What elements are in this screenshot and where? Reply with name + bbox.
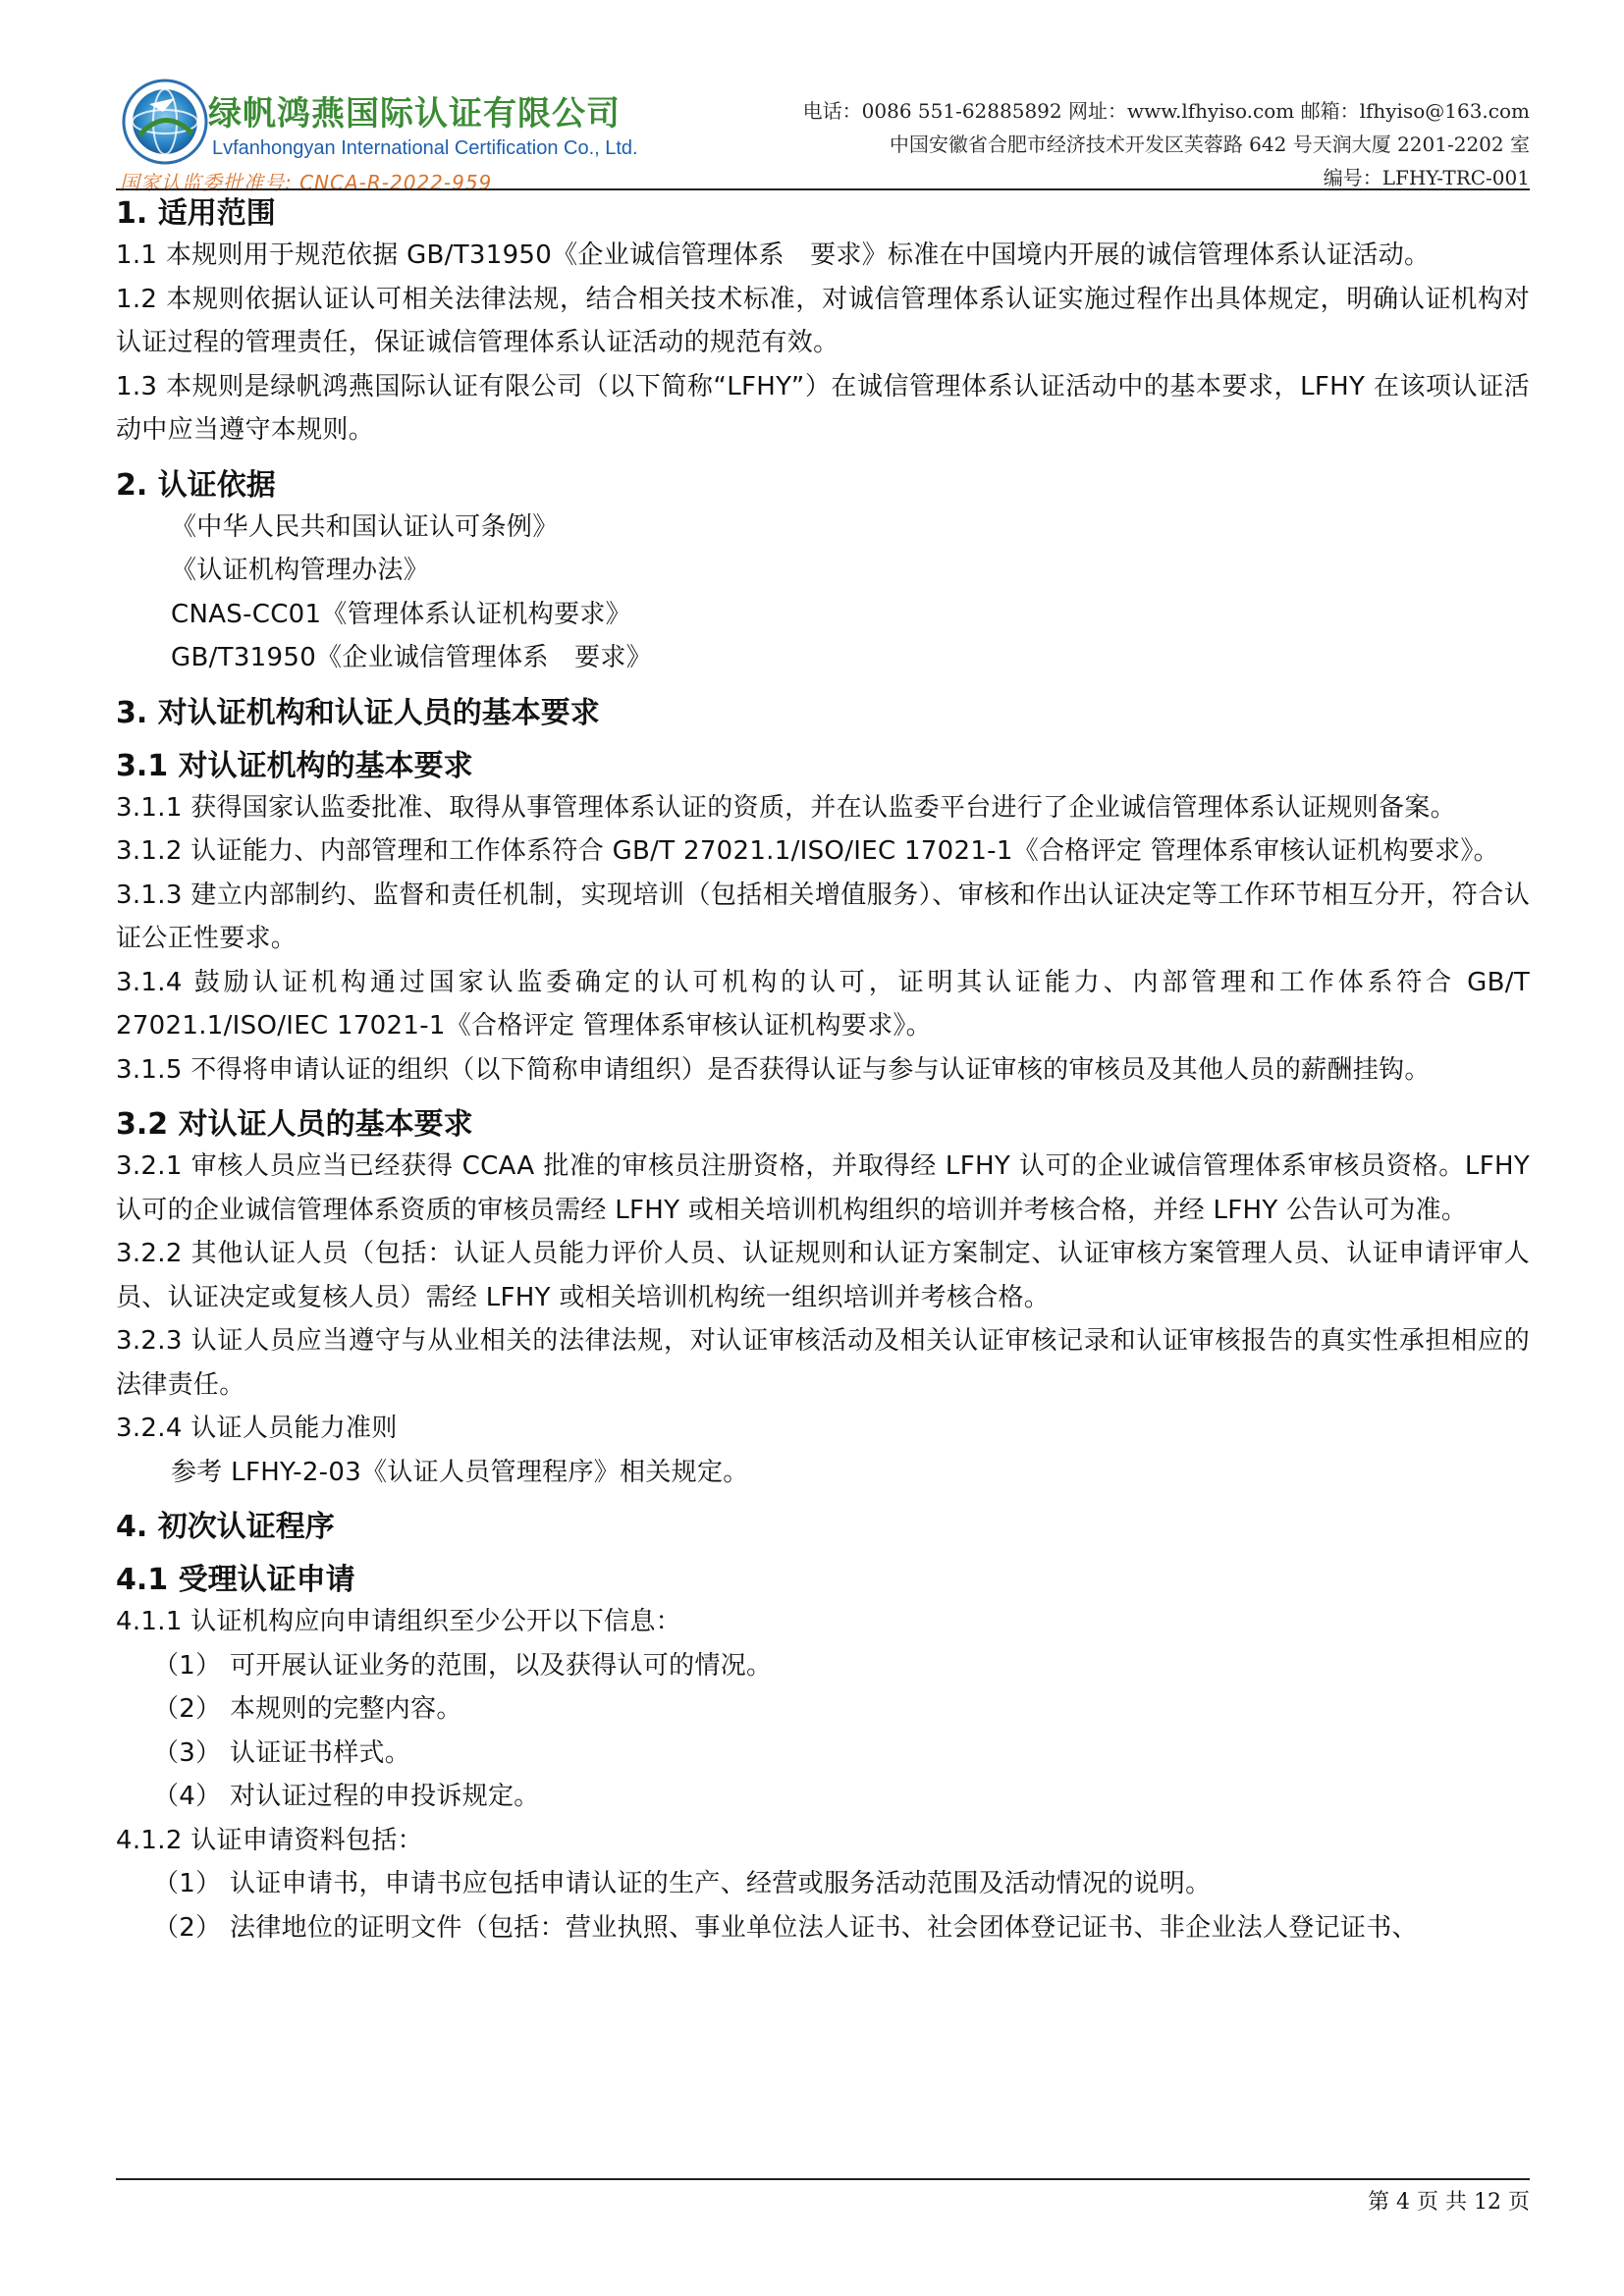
page-number: 第 4 页 共 12 页 — [1368, 2190, 1530, 2215]
basis-item: CNAS-CC01《管理体系认证机构要求》 — [171, 599, 631, 629]
logo-name-cn: 绿帆鸿燕国际认证有限公司 — [208, 94, 621, 133]
list-item: （4） 对认证过程的申投诉规定。 — [153, 1782, 540, 1811]
paragraph-1-3: 1.3 本规则是绿帆鸿燕国际认证有限公司（以下简称“LFHY”）在诚信管理体系认证活动中的基本要求，LFHY 在该项认证活动中应当遵守本规则。 — [116, 371, 1530, 445]
section-3-1-title: 3.1 对认证机构的基本要求 — [116, 748, 473, 783]
section-2-title: 2. 认证依据 — [116, 467, 276, 503]
list-item: （2） 法律地位的证明文件（包括：营业执照、事业单位法人证书、社会团体登记证书、非企业法人登记证书、 — [153, 1912, 1418, 1943]
paragraph-3-1-3: 3.1.3 建立内部制约、监督和责任机制，实现培训（包括相关增值服务）、审核和作出认证决定等工作环节相互分开，符合认证公正性要求。 — [116, 880, 1530, 953]
contact-line: 电话：0086 551-62885892 网址：www.lfhyiso.com 邮箱：lfhyiso@163.com — [802, 99, 1530, 123]
logo-approval-number: 国家认监委批准号: CNCA-R-2022-959 — [120, 171, 493, 194]
address-line: 中国安徽省合肥市经济技术开发区芙蓉路 642 号天润大厦 2201-2202 室 — [889, 133, 1530, 156]
list-item: （1） 可开展认证业务的范围，以及获得认可的情况。 — [153, 1650, 773, 1681]
list-item: （2） 本规则的完整内容。 — [153, 1694, 462, 1724]
paragraph-3-2-3: 3.2.3 认证人员应当遵守与从业相关的法律法规，对认证审核活动及相关认证审核记录和认证审核报告的真实性承担相应的法律责任。 — [116, 1326, 1530, 1400]
paragraph-3-2-4: 3.2.4 认证人员能力准则 — [116, 1414, 398, 1443]
section-4-1-title: 4.1 受理认证申请 — [116, 1563, 355, 1597]
paragraph-4-1-2: 4.1.2 认证申请资料包括： — [116, 1825, 423, 1855]
logo-name-en: Lvfanhongyan International Certification Co., Ltd. — [212, 137, 638, 159]
paragraph-3-2-1: 3.2.1 审核人员应当已经获得 CCAA 批准的审核员注册资格，并取得经 LFHY 认可的企业诚信管理体系审核员资格。LFHY 认可的企业诚信管理体系资质的审核员需经 LFHY 或相关培训机构组织的培训并考核合格，并经 LFHY 公告认可为准。 — [116, 1151, 1530, 1225]
paragraph-3-1-4: 3.1.4 鼓励认证机构通过国家认监委确定的认可机构的认可，证明其认证能力、内部管理和工作体系符合 GB/T 27021.1/ISO/IEC 17021-1《合格评定 管理体系审核认证机构要求》。 — [116, 967, 1530, 1041]
doc-number: 编号：LFHY-TRC-001 — [1323, 166, 1530, 189]
paragraph-3-2-2: 3.2.2 其他认证人员（包括：认证人员能力评价人员、认证规则和认证方案制定、认证审核方案管理人员、认证申请评审人员、认证决定或复核人员）需经 LFHY 或相关培训机构统一组织培训并考核合格。 — [116, 1239, 1530, 1312]
paragraph-4-1-1: 4.1.1 认证机构应向申请组织至少公开以下信息： — [116, 1607, 681, 1636]
basis-item: 《中华人民共和国认证认可条例》 — [171, 511, 559, 542]
list-item: （3） 认证证书样式。 — [153, 1737, 411, 1768]
paragraph-1-2: 1.2 本规则依据认证认可相关法律法规，结合相关技术标准，对诚信管理体系认证实施过程作出具体规定，明确认证机构对认证过程的管理责任，保证诚信管理体系认证活动的规范有效。 — [116, 284, 1530, 357]
basis-item: 《认证机构管理办法》 — [171, 556, 430, 585]
section-3-2-title: 3.2 对认证人员的基本要求 — [116, 1107, 473, 1142]
basis-item: GB/T31950《企业诚信管理体系 要求》 — [171, 643, 652, 672]
company-logo — [120, 77, 670, 194]
paragraph-1-1: 1.1 本规则用于规范依据 GB/T31950《企业诚信管理体系 要求》标准在中国境内开展的诚信管理体系认证活动。 — [116, 240, 1431, 270]
section-4-title: 4. 初次认证程序 — [116, 1510, 335, 1544]
paragraph-3-1-1: 3.1.1 获得国家认监委批准、取得从事管理体系认证的资质，并在认监委平台进行了企业诚信管理体系认证规则备案。 — [116, 792, 1456, 823]
header-divider — [116, 188, 1530, 190]
page-header — [116, 71, 1530, 194]
paragraph-3-1-5: 3.1.5 不得将申请认证的组织（以下简称申请组织）是否获得认证与参与认证审核的审核员及其他人员的薪酬挂钩。 — [116, 1054, 1431, 1085]
globe-logo-icon — [120, 77, 210, 167]
section-1-title: 1. 适用范围 — [116, 196, 276, 231]
contact-block — [803, 94, 1530, 194]
list-item: （1） 认证申请书，申请书应包括申请认证的生产、经营或服务活动范围及活动情况的说明。 — [153, 1869, 1212, 1898]
paragraph-3-2-4-detail: 参考 LFHY-2-03《认证人员管理程序》相关规定。 — [171, 1457, 749, 1487]
footer-divider — [116, 2178, 1530, 2180]
section-3-title: 3. 对认证机构和认证人员的基本要求 — [116, 695, 600, 730]
paragraph-3-1-2: 3.1.2 认证能力、内部管理和工作体系符合 GB/T 27021.1/ISO/IEC 17021-1《合格评定 管理体系审核认证机构要求》。 — [116, 836, 1499, 866]
document-body — [116, 194, 1530, 1949]
